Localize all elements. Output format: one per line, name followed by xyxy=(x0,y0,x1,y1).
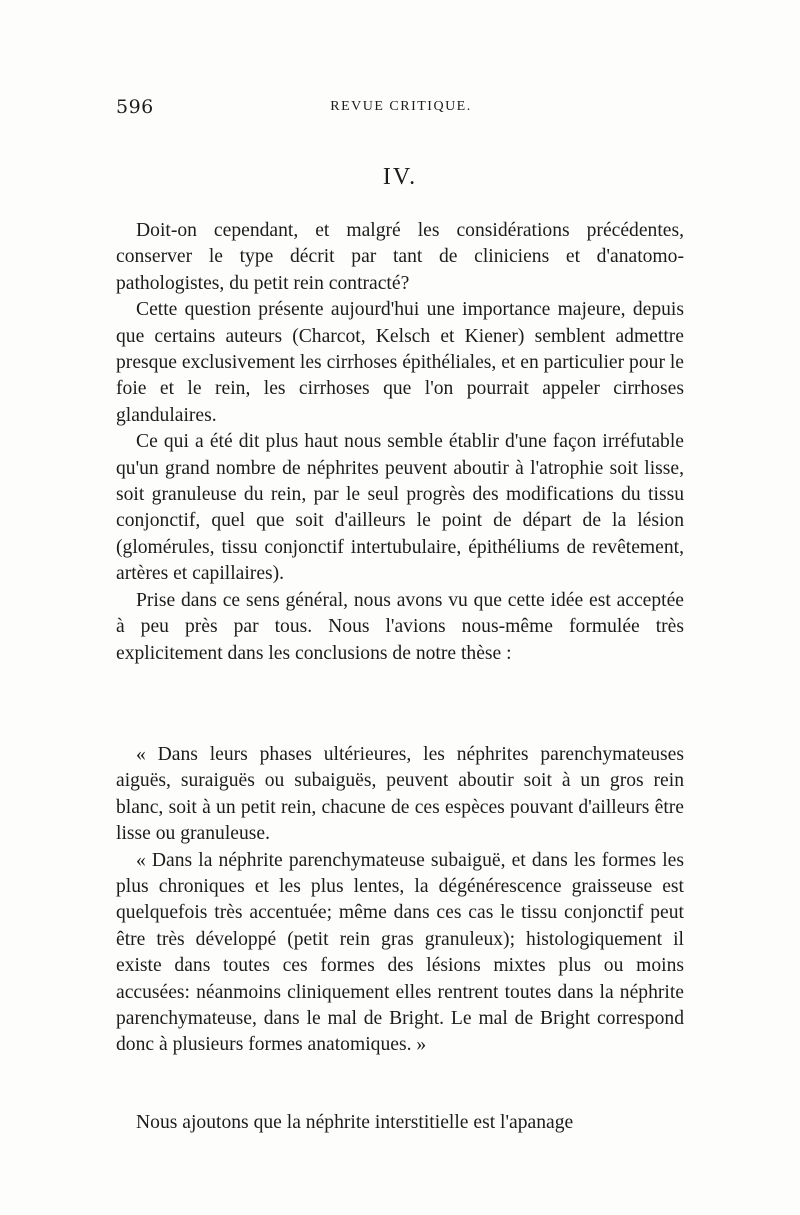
quote-paragraph: « Dans leurs phases ultérieures, les néphrites parenchymateuses aiguës, suraiguës ou subaiguës, peuvent aboutir soit à un gros rein blanc, soit à un petit rein, chacune de ces espèces pouvant d'ailleurs être lisse ou granuleuse. xyxy=(116,744,684,845)
running-head xyxy=(116,96,686,126)
paragraph: Ce qui a été dit plus haut nous semble établir d'une façon irréfutable qu'un grand nombre de néphrites peuvent aboutir à l'atrophie soit lisse, soit granuleuse du rein, par le seul progrès des modifications du tissu conjonctif, quel que soit d'ailleurs le point de départ de la lésion (glomérules, tissu conjonctif intertubulaire, épithéliums de revêtement, artères et capillaires). xyxy=(116,431,684,585)
body-text-continued xyxy=(116,1110,684,1136)
running-title: REVUE CRITIQUE. xyxy=(330,99,472,114)
paragraph: Cette question présente aujourd'hui une importance majeure, depuis que certains auteurs (Charcot, Kelsch et Kiener) semblent admettre presque exclusivement les cirrhoses épithéliales, et en particulier pour le foie et le rein, les cirrhoses que l'on pourrait appeler cirrhoses glandulaires. xyxy=(116,299,685,426)
block-quote xyxy=(116,742,684,1059)
body-text xyxy=(116,218,684,667)
page-number: 596 xyxy=(116,96,154,118)
paragraph: Nous ajoutons que la néphrite interstitielle est l'apanage xyxy=(136,1112,574,1133)
paragraph: Prise dans ce sens général, nous avons vu que cette idée est acceptée à peu près par tous. Nous l'avions nous-même formulée très explicitement dans les conclusions de notre thèse : xyxy=(116,589,684,664)
quote-paragraph: « Dans la néphrite parenchymateuse subaiguë, et dans les formes les plus chroniques et les plus lentes, la dégénérescence graisseuse est quelquefois très accentuée; même dans ces cas le tissu conjonctif peut être très développé (petit rein gras granuleux); histologiquement il existe dans toutes ces formes des lésions mixtes plus ou moins accusées: néanmoins cliniquement elles rentrent toutes dans la néphrite parenchymateuse, dans le mal de Bright. Le mal de Bright correspond donc à plusieurs formes anatomiques. » xyxy=(116,849,684,1056)
paragraph: Doit-on cependant, et malgré les considérations précédentes, conserver le type décrit par tant de cliniciens et d'anatomo-pathologistes, du petit rein contracté? xyxy=(116,220,684,294)
section-heading: IV. xyxy=(382,164,418,190)
